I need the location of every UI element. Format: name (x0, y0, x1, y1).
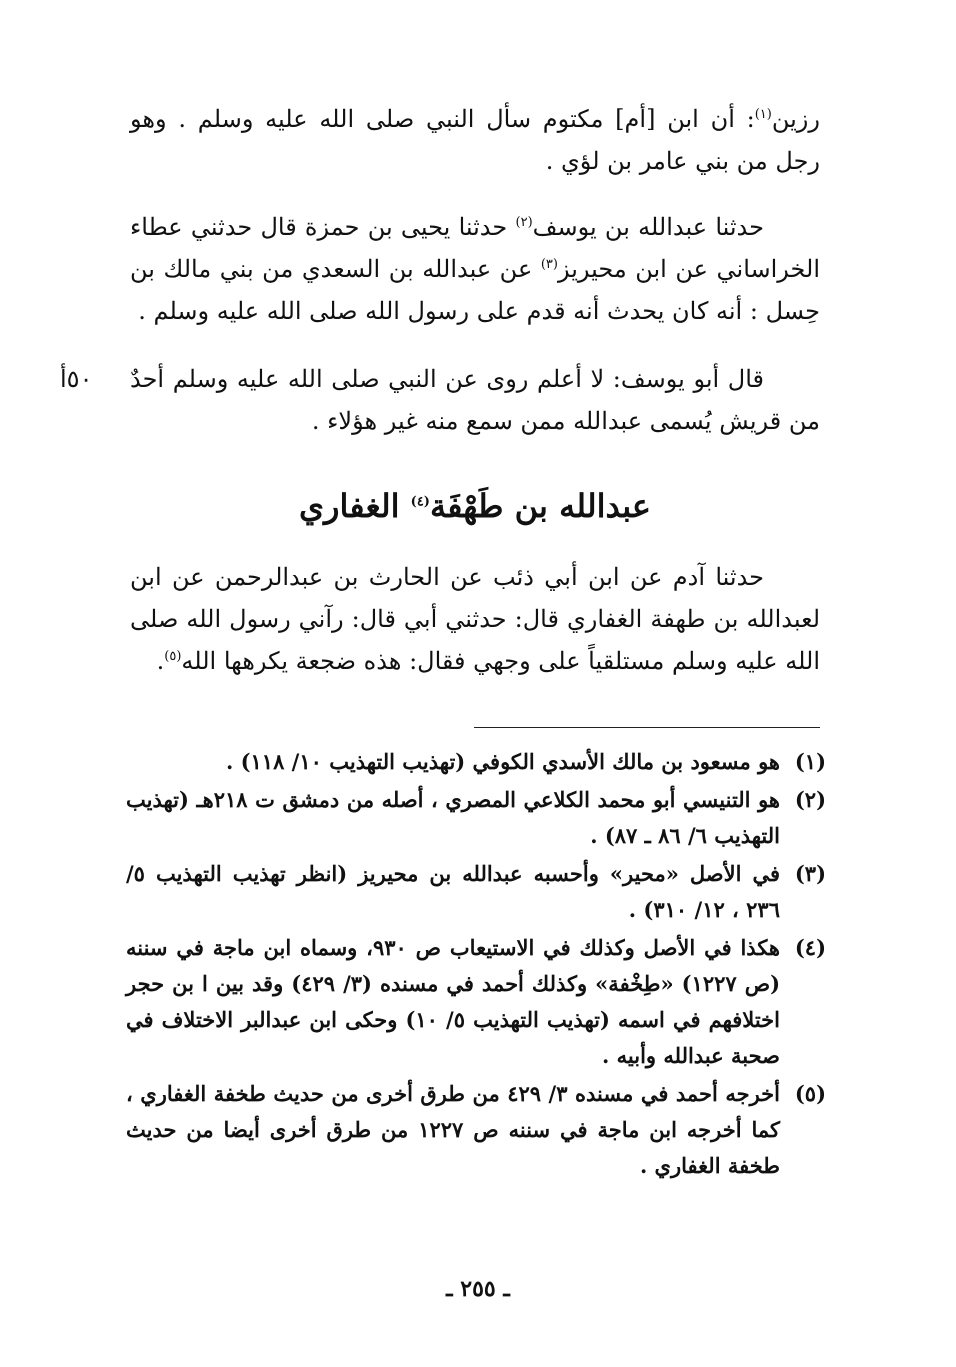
footnote-number: (٣) (794, 861, 826, 886)
paragraph-2 (130, 206, 820, 332)
footnote-divider (474, 727, 820, 728)
footnote-ref-1: (١) (754, 107, 772, 122)
footnote-number: (١) (794, 749, 826, 774)
footnote-item (126, 782, 826, 854)
paragraph-1-text-a: رزين (771, 105, 820, 133)
footnote-ref-5: (٥) (164, 649, 182, 664)
paragraph-1-text-b: : أن ابن [أم] مكتوم سأل النبي صلى الله عليه وسلم . وهو رجل من بني عامر بن لؤي . (130, 105, 820, 175)
paragraph-4-text-a: حدثنا آدم عن ابن أبي ذئب عن الحارث بن عبدالرحمن عن ابن لعبدالله بن طهفة الغفاري قال: حدثني أبي قال: رآني رسول الله صلى الله عليه وسلم مستلقياً على وجهي فقال: هذه ضجعة يكرهها الله (130, 563, 820, 675)
section-heading-text-b: الغفاري (299, 487, 411, 525)
paragraph-1 (130, 98, 820, 182)
section-heading (130, 482, 820, 530)
footnote-item (126, 930, 826, 1074)
footnote-ref-2: (٢) (515, 215, 533, 230)
footnotes (126, 744, 826, 1186)
section-heading-text-a: عبدالله بن طَهْفَة (429, 487, 651, 525)
footnote-text: هو مسعود بن مالك الأسدي الكوفي (تهذيب التهذيب ١٠/ ١١٨) . (225, 749, 780, 774)
footnote-number: (٥) (794, 1081, 826, 1106)
paragraph-2-text-b: حدثنا يحيى بن حمزة قال حدثني عطاء الخراساني عن ابن محيريز (130, 213, 820, 283)
footnote-ref-3: (٣) (540, 257, 558, 272)
paragraph-2-text-c: عن عبدالله بن السعدي من بني مالك بن حِسل : أنه كان يحدث أنه قدم على رسول الله صلى الله عليه وسلم . (130, 255, 820, 325)
paragraph-4-text-b: . (156, 647, 165, 675)
paragraph-3 (130, 358, 820, 442)
footnote-text: هكذا في الأصل وكذلك في الاستيعاب ص ٩٣٠، وسماه ابن ماجة في سننه (ص ١٢٢٧) «طِخْفة» وكذلك أحمد في مسنده (٣/ ٤٢٩) وقد بين ا بن حجر اختلافهم في اسمه (تهذيب التهذيب ٥/ ١٠) وحكى ابن عبدالبر الاختلاف في صحبة عبدالله وأبيه . (126, 935, 781, 1068)
footnote-item (126, 744, 826, 780)
paragraph-4 (130, 556, 820, 682)
footnote-number: (٢) (794, 787, 826, 812)
footnote-item (126, 856, 826, 928)
footnote-text: هو التنيسي أبو محمد الكلاعي المصري ، أصله من دمشق ت ٢١٨هـ (تهذيب التهذيب ٦/ ٨٦ ـ ٨٧) . (126, 787, 780, 848)
footnote-number: (٤) (794, 935, 826, 960)
paragraph-2-text-a: حدثنا عبدالله بن يوسف (532, 213, 764, 241)
footnote-item (126, 1076, 826, 1184)
footnote-text: في الأصل «محير» وأحسبه عبدالله بن محيريز (انظر تهذيب التهذيب ٥/ ٢٣٦ ، ١٢/ ٣١٠) . (126, 861, 780, 922)
footnote-text: أخرجه أحمد في مسنده ٣/ ٤٢٩ من طرق أخرى من حديث طخفة الغفاري ، كما أخرجه ابن ماجة في سننه ص ١٢٢٧ من طرق أخرى أيضا من حديث طخفة الغفاري . (126, 1081, 781, 1178)
footnote-ref-4: (٤) (410, 494, 430, 510)
folio-margin-note: ٥٠أ (60, 365, 93, 393)
paragraph-3-text: قال أبو يوسف: لا أعلم روى عن النبي صلى الله عليه وسلم أحدٌ من قريش يُسمى عبدالله ممن سمع منه غير هؤلاء . (130, 365, 820, 435)
page-number: ـ ٢٥٥ ـ (446, 1276, 510, 1302)
